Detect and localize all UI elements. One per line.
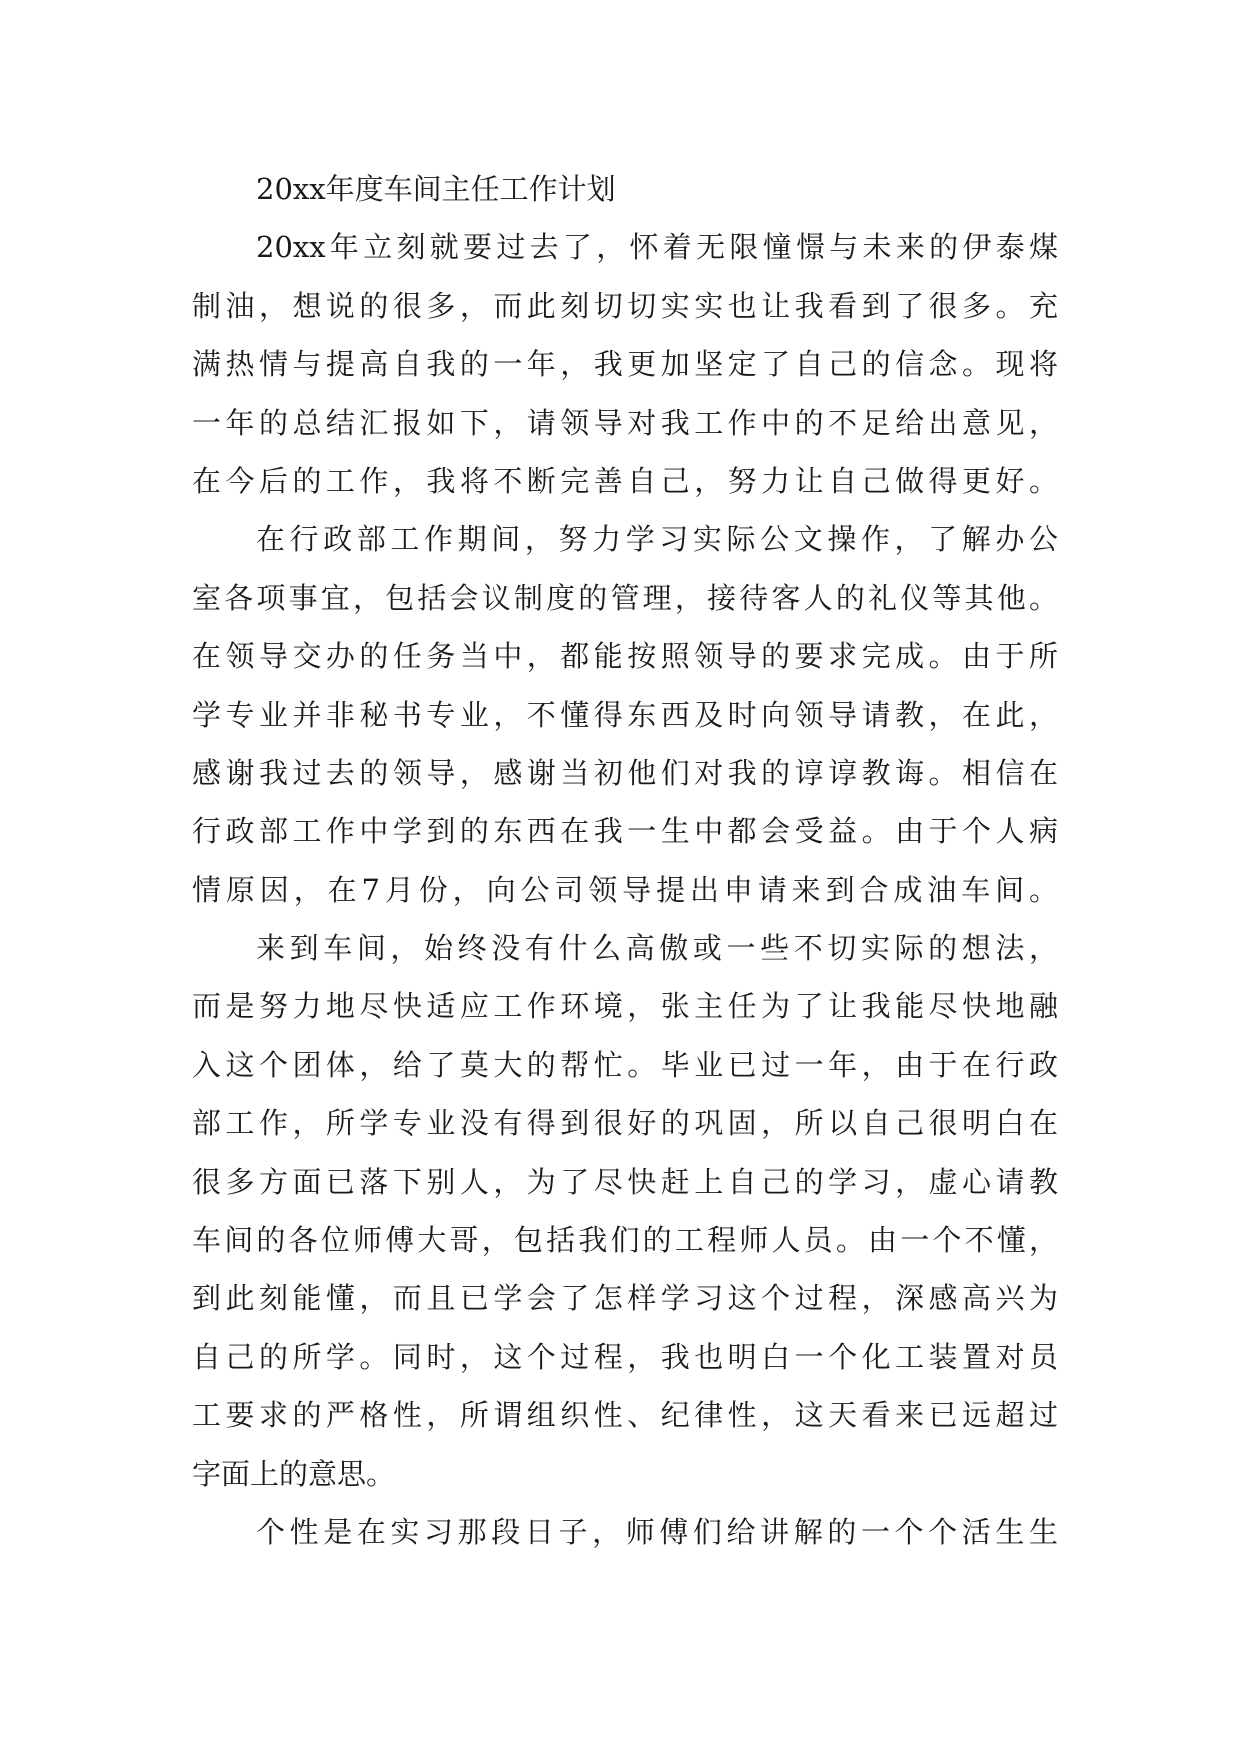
paragraph-line: 自己的所学。同时，这个过程，我也明白一个化工装置对员 [192,1339,1058,1374]
paragraph-line: 室各项事宜，包括会议制度的管理，接待客人的礼仪等其他。 [192,580,1058,615]
paragraph-line: 很多方面已落下别人，为了尽快赶上自己的学习，虚心请教 [192,1164,1058,1199]
paragraph-line: 学专业并非秘书专业，不懂得东西及时向领导请教，在此， [192,697,1058,732]
paragraph-line: 一年的总结汇报如下，请领导对我工作中的不足给出意见， [192,405,1058,440]
paragraph-line: 来到车间，始终没有什么高傲或一些不切实际的想法， [256,931,1058,966]
paragraph-line: 而是努力地尽快适应工作环境，张主任为了让我能尽快地融 [192,989,1058,1024]
paragraph-line: 满热情与提高自我的一年，我更加坚定了自己的信念。现将 [192,347,1058,382]
paragraph-line: 20xx年立刻就要过去了，怀着无限憧憬与未来的伊泰煤 [256,230,1058,265]
paragraph-line: 到此刻能懂，而且已学会了怎样学习这个过程，深感高兴为 [192,1281,1058,1316]
document-body [192,160,1058,1561]
paragraph-line: 制油，想说的很多，而此刻切切实实也让我看到了很多。充 [192,288,1058,323]
paragraph-line: 情原因，在7月份，向公司领导提出申请来到合成油车间。 [192,872,1058,907]
paragraph-line: 车间的各位师傅大哥，包括我们的工程师人员。由一个不懂， [192,1223,1058,1258]
paragraph-line: 字面上的意思。 [192,1456,396,1491]
paragraph-line: 行政部工作中学到的东西在我一生中都会受益。由于个人病 [192,814,1058,849]
document-title: 20xx年度车间主任工作计划 [256,172,616,206]
paragraph-line: 个性是在实习那段日子，师傅们给讲解的一个个活生生 [256,1514,1058,1549]
paragraph-line: 工要求的严格性，所谓组织性、纪律性，这天看来已远超过 [192,1398,1058,1433]
paragraph-line: 在领导交办的任务当中，都能按照领导的要求完成。由于所 [192,639,1058,674]
paragraph-line: 入这个团体，给了莫大的帮忙。毕业已过一年，由于在行政 [192,1047,1058,1082]
paragraph-line: 在行政部工作期间，努力学习实际公文操作，了解办公 [256,522,1058,557]
paragraph-line: 在今后的工作，我将不断完善自己，努力让自己做得更好。 [192,463,1058,498]
paragraph-line: 部工作，所学专业没有得到很好的巩固，所以自己很明白在 [192,1106,1058,1141]
paragraph-line: 感谢我过去的领导，感谢当初他们对我的谆谆教诲。相信在 [192,755,1058,790]
